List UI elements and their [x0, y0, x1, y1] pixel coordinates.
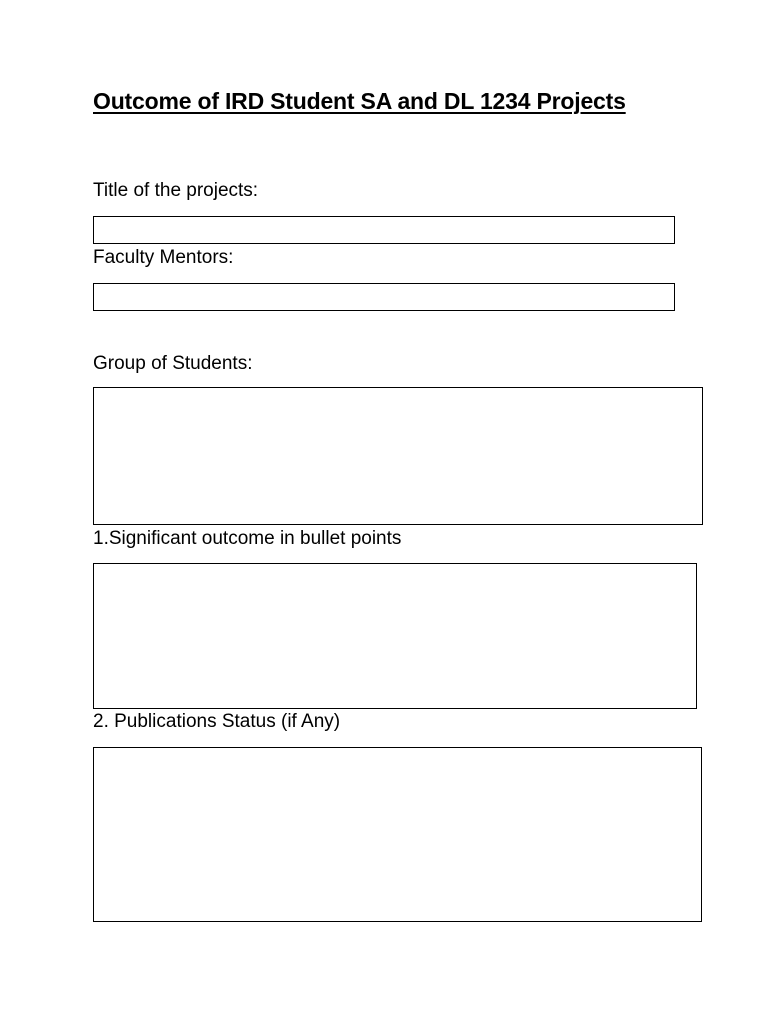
faculty-mentors-field[interactable] — [93, 283, 675, 311]
faculty-mentors-label: Faculty Mentors: — [93, 247, 234, 268]
group-of-students-field[interactable] — [93, 387, 703, 525]
project-title-label: Title of the projects: — [93, 180, 259, 201]
project-title-field[interactable] — [93, 216, 675, 244]
document-title: Outcome of IRD Student SA and DL 1234 Projects — [93, 88, 626, 114]
publications-status-field[interactable] — [93, 747, 702, 922]
significant-outcome-label: 1.Significant outcome in bullet points — [93, 528, 402, 549]
group-of-students-label: Group of Students: — [93, 353, 253, 374]
publications-status-label: 2. Publications Status (if Any) — [93, 711, 341, 732]
significant-outcome-field[interactable] — [93, 563, 697, 709]
